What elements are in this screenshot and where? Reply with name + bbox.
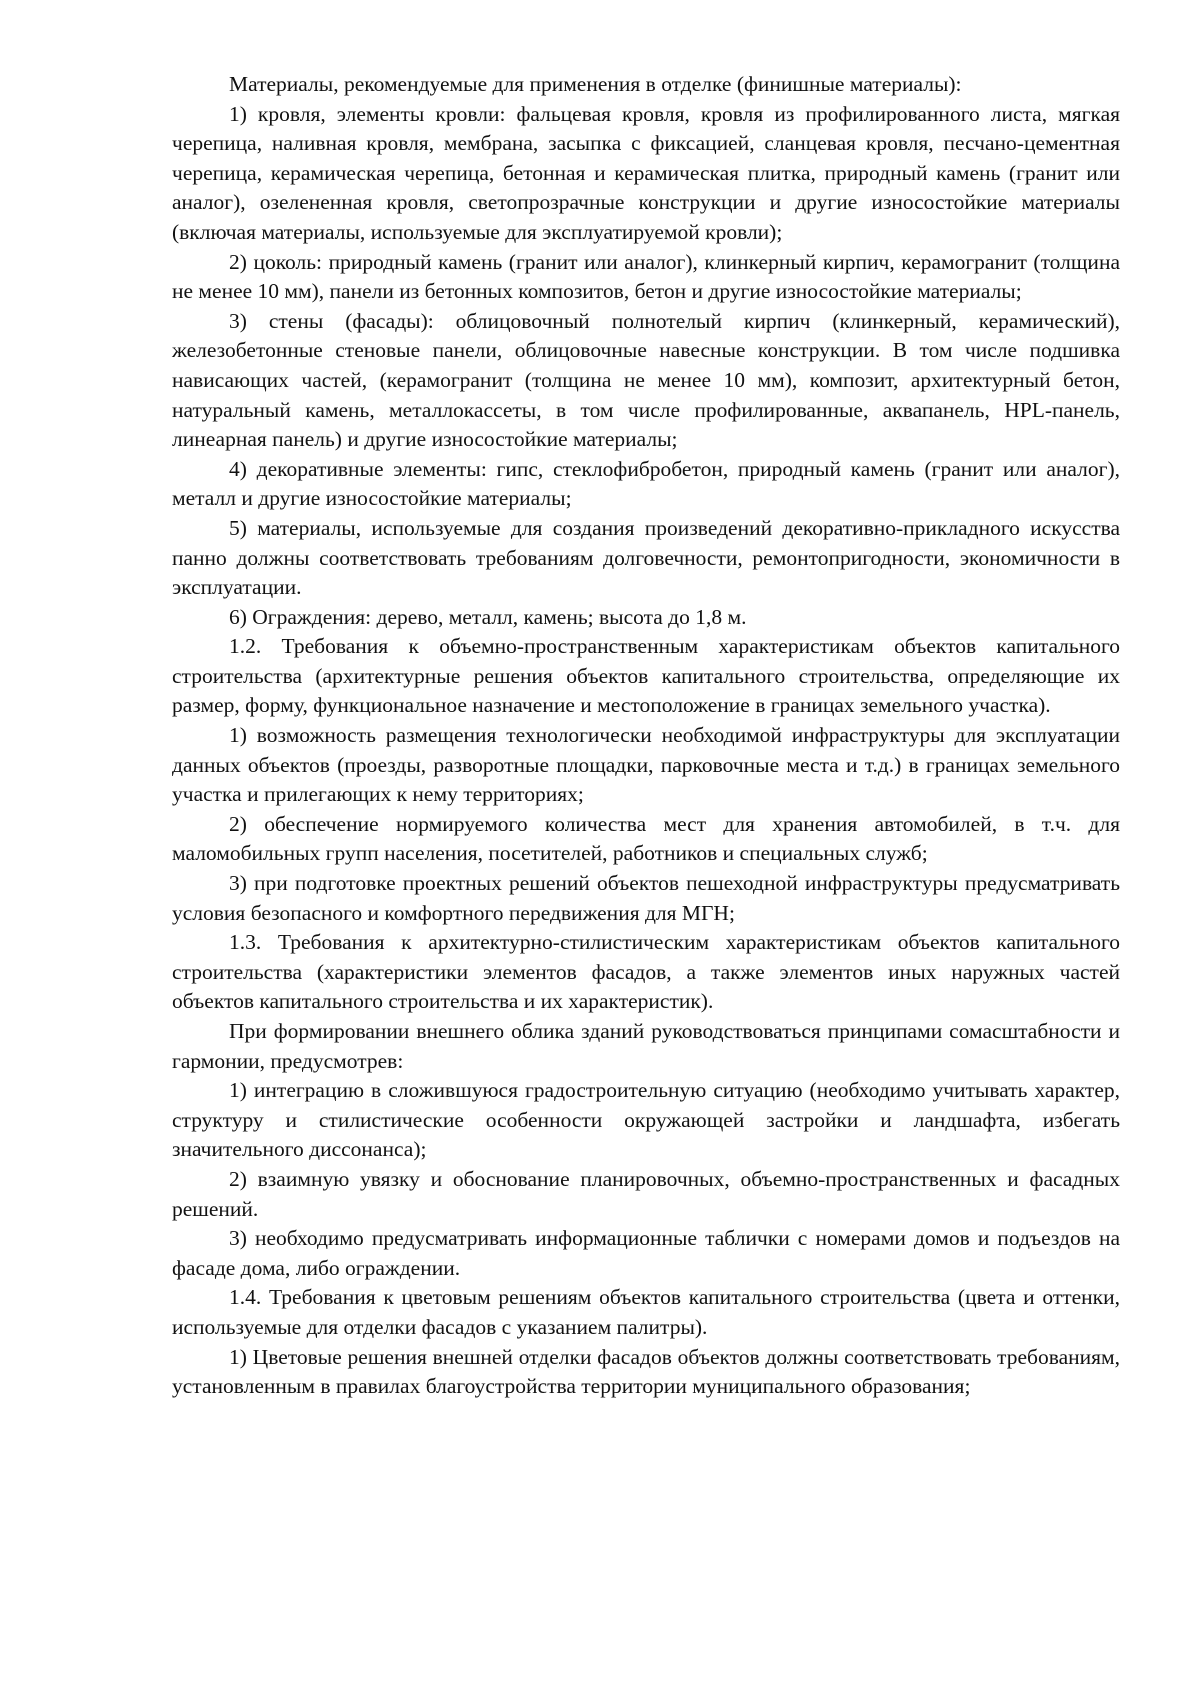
paragraph-decorative-elements: 4) декоративные элементы: гипс, стеклофибробетон, природный камень (гранит или аналог), металл и другие износостойкие материалы; bbox=[172, 456, 1120, 511]
section-1-3-heading: 1.3. Требования к архитектурно-стилистическим характеристикам объектов капитального строительства (характеристики элементов фасадов, а также элементов иных наружных частей объектов капитального строительства и их характеристик). bbox=[172, 930, 1120, 1014]
section-1-4-heading: 1.4. Требования к цветовым решениям объектов капитального строительства (цвета и оттенки, используемые для отделки фасадов с указанием палитры). bbox=[172, 1285, 1120, 1339]
paragraph-walls: 3) стены (фасады): облицовочный полнотелый кирпич (клинкерный, керамический), железобетонные стеновые панели, облицовочные навесные конструкции. В том числе подшивка нависающих частей, (керамогранит (толщина не менее 10 мм), композит, архитектурный бетон, натуральный камень, металлокассеты, в том числе профилированные, аквапанель, HPL-панель, линеарная панель) и другие износостойкие материалы; bbox=[172, 308, 1120, 452]
paragraph-infrastructure: 1) возможность размещения технологически необходимой инфраструктуры для эксплуатации данных объектов (проезды, разворотные площадки, парковочные места и т.д.) в границах земельного участка и прилегающих к нему территориях; bbox=[172, 723, 1120, 807]
section-1-2-heading: 1.2. Требования к объемно-пространственным характеристикам объектов капитального строительства (архитектурные решения объектов капитального строительства, определяющие их размер, форму, функциональное назначение и местоположение в границах земельного участка). bbox=[172, 634, 1120, 718]
paragraph-fences: 6) Ограждения: дерево, металл, камень; высота до 1,8 м. bbox=[229, 604, 747, 629]
paragraph-decorative-art-materials: 5) материалы, используемые для создания произведений декоративно-прикладного искусства панно должны соответствовать требованиям долговечности, ремонтопригодности, экономичности в эксплуатации. bbox=[172, 515, 1120, 600]
paragraph-house-number-plates: 3) необходимо предусматривать информационные таблички с номерами домов и подъездов на фасаде дома, либо ограждении. bbox=[172, 1226, 1120, 1280]
paragraph-coordination: 2) взаимную увязку и обоснование планировочных, объемно-пространственных и фасадных решений. bbox=[172, 1166, 1120, 1221]
paragraph-plinth: 2) цоколь: природный камень (гранит или аналог), клинкерный кирпич, керамогранит (толщина не менее 10 мм), панели из бетонных композитов, бетон и другие износостойкие материалы; bbox=[172, 249, 1120, 304]
paragraph-appearance-principles: При формировании внешнего облика зданий руководствоваться принципами сомасштабности и гармонии, предусмотрев: bbox=[172, 1019, 1120, 1073]
paragraph-intro-finish-materials: Материалы, рекомендуемые для применения в отделке (финишные материалы): bbox=[229, 72, 962, 96]
paragraph-color-solutions: 1) Цветовые решения внешней отделки фасадов объектов должны соответствовать требованиям, установленным в правилах благоустройства территории муниципального образования; bbox=[172, 1344, 1120, 1399]
paragraph-integration: 1) интеграцию в сложившуюся градостроительную ситуацию (необходимо учитывать характер, структуру и стилистические особенности окружающей застройки и ландшафта, избегать значительного диссонанса); bbox=[172, 1078, 1120, 1162]
paragraph-pedestrian: 3) при подготовке проектных решений объектов пешеходной инфраструктуры предусматривать условия безопасного и комфортного передвижения для МГН; bbox=[172, 871, 1120, 925]
document-page bbox=[172, 70, 1120, 1402]
paragraph-parking: 2) обеспечение нормируемого количества мест для хранения автомобилей, в т.ч. для маломобильных групп населения, посетителей, работников и специальных служб; bbox=[172, 811, 1120, 866]
paragraph-roof: 1) кровля, элементы кровли: фальцевая кровля, кровля из профилированного листа, мягкая черепица, наливная кровля, мембрана, засыпка с фиксацией, сланцевая кровля, песчано-цементная черепица, керамическая черепица, бетонная и керамическая плитка, природный камень (гранит или аналог), озелененная кровля, светопрозрачные конструкции и другие износостойкие материалы (включая материалы, используемые для эксплуатируемой кровли); bbox=[172, 101, 1120, 244]
